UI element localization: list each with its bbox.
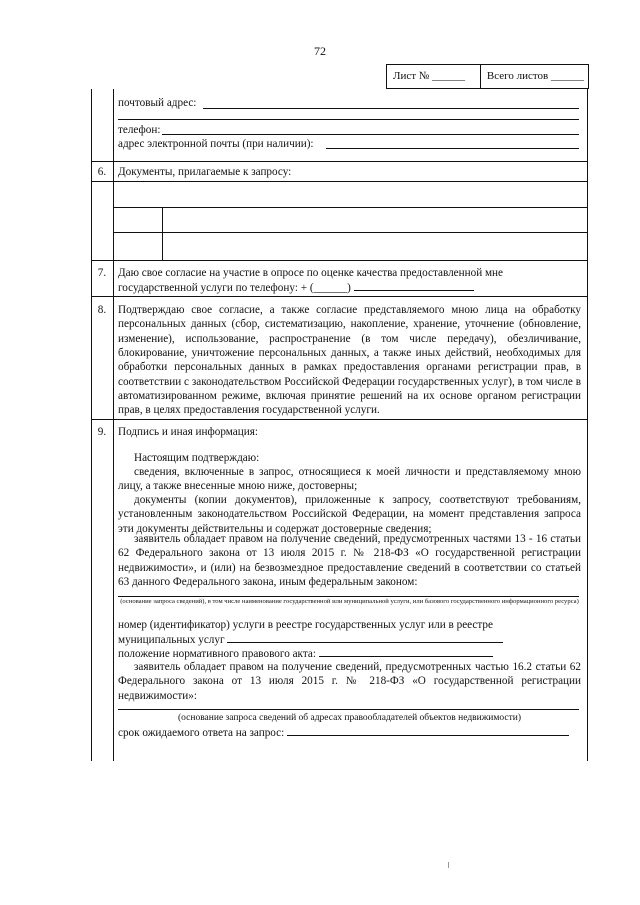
response-deadline-line[interactable] (287, 725, 569, 736)
statement-personal-data: сведения, включенные в запрос, относящиеся к моей личности и представляемому мною лицу, а также внесенные мною ниже, достоверны; (118, 466, 581, 493)
section-9-title: Подпись и иная информация: (118, 426, 258, 438)
section-7-text: Даю свое согласие на участие в опросе по оценке качества предоставленной мне государственной услуги по телефону: + (______) (118, 267, 504, 295)
address-request-basis-line[interactable] (118, 709, 579, 710)
documents-column-separator (162, 207, 163, 260)
section-6-title: Документы, прилагаемые к запросу: (118, 166, 292, 178)
column-separator (113, 296, 114, 419)
row-divider (91, 181, 588, 182)
request-basis-caption: (основание запроса сведений), в том числе наименование государственной или муниципальной услуги, или базового государственного информационного ресурса) (120, 598, 579, 605)
postal-address-line[interactable] (203, 108, 579, 109)
total-sheets-label: Всего листов ______ (480, 65, 588, 88)
sheet-number-label: Лист № ______ (393, 70, 466, 82)
normative-act-label: положение нормативного правового акта: (118, 646, 581, 661)
postal-address-line-2[interactable] (118, 119, 579, 120)
phone-line[interactable] (162, 134, 579, 135)
page-number: 72 (314, 44, 326, 58)
documents-row[interactable] (113, 232, 588, 233)
statement-owner-addresses: заявитель обладает правом на получение сведений, предусмотренных частью 16.2 статьи 62 Федерального закона от 13 июля 2015 г. № 218-ФЗ «О государственной регистрации недвижимости»: (118, 661, 581, 702)
consent-phone-line[interactable] (354, 280, 474, 291)
address-request-basis-caption: (основание запроса сведений об адресах правообладателей объектов недвижимости) (178, 713, 521, 723)
postal-address-field: почтовый адрес: (118, 97, 197, 109)
section-8-consent-text: Подтверждаю свое согласие, а также согласие представляемого мною лица на обработку персональных данных (сбор, систематизацию, накопление, хранение, уточнение (обновление, изменение), использование, распространение (в том числе передачу), обезличивание, блокирование, уничтожение персональных данных, а также иных действий, необходимых для обработки персональных данных в рамках предоставления органами регистрации прав, в соответствии с законодательством Российской Федерации государственных услуг), в том числе в автоматизированном режиме, включая принятие решений на их основе органом регистрации прав, в целях предоставления государственной услуги. (118, 304, 581, 417)
response-deadline-label: срок ожидаемого ответа на запрос: (118, 725, 581, 740)
section-9-number: 9. (97, 426, 107, 438)
phone-field: телефон: (118, 124, 161, 136)
statement-right-to-info: заявитель обладает правом на получение сведений, предусмотренных частями 13 - 16 статьи 62 Федерального закона от 13 июля 2015 г. № 218-ФЗ «О государственной регистрации недвижимости», и (или) на безвозмездное предоставление сведений в соответствии со статьей 63 данного Федерального закона, иным федеральным законом: (118, 533, 581, 588)
section-6-number: 6. (97, 166, 107, 178)
email-field: адрес электронной почты (при наличии): (118, 138, 314, 150)
section-7-number: 7. (97, 267, 107, 279)
documents-row[interactable] (113, 207, 588, 208)
row-divider (91, 161, 588, 162)
row-divider (91, 296, 588, 297)
column-separator (113, 419, 114, 761)
confirm-heading: Настоящим подтверждаю: (134, 452, 260, 464)
registry-number-label: номер (идентификатор) услуги в реестре государственных услуг или в реестре (118, 619, 493, 631)
column-separator (113, 161, 114, 260)
row-divider (91, 260, 588, 261)
row-divider (91, 419, 588, 420)
request-basis-line[interactable] (118, 596, 579, 597)
email-line[interactable] (326, 148, 579, 149)
column-separator (113, 260, 114, 296)
scan-mark (448, 862, 449, 868)
registry-number-line[interactable] (227, 632, 503, 643)
municipal-services-label: муниципальных услуг (118, 632, 581, 647)
statement-documents: документы (копии документов), приложенные к запросу, соответствуют требованиям, установленным законодательством Российской Федерации, на момент представления запроса эти документы действительны и содержат достоверные сведения; (118, 494, 581, 535)
column-separator (113, 89, 114, 161)
phone-consent-label: государственной услуги по телефону: + (______) (118, 282, 351, 295)
section-8-number: 8. (97, 304, 107, 316)
sheet-header (386, 64, 589, 89)
normative-act-line[interactable] (319, 646, 493, 657)
